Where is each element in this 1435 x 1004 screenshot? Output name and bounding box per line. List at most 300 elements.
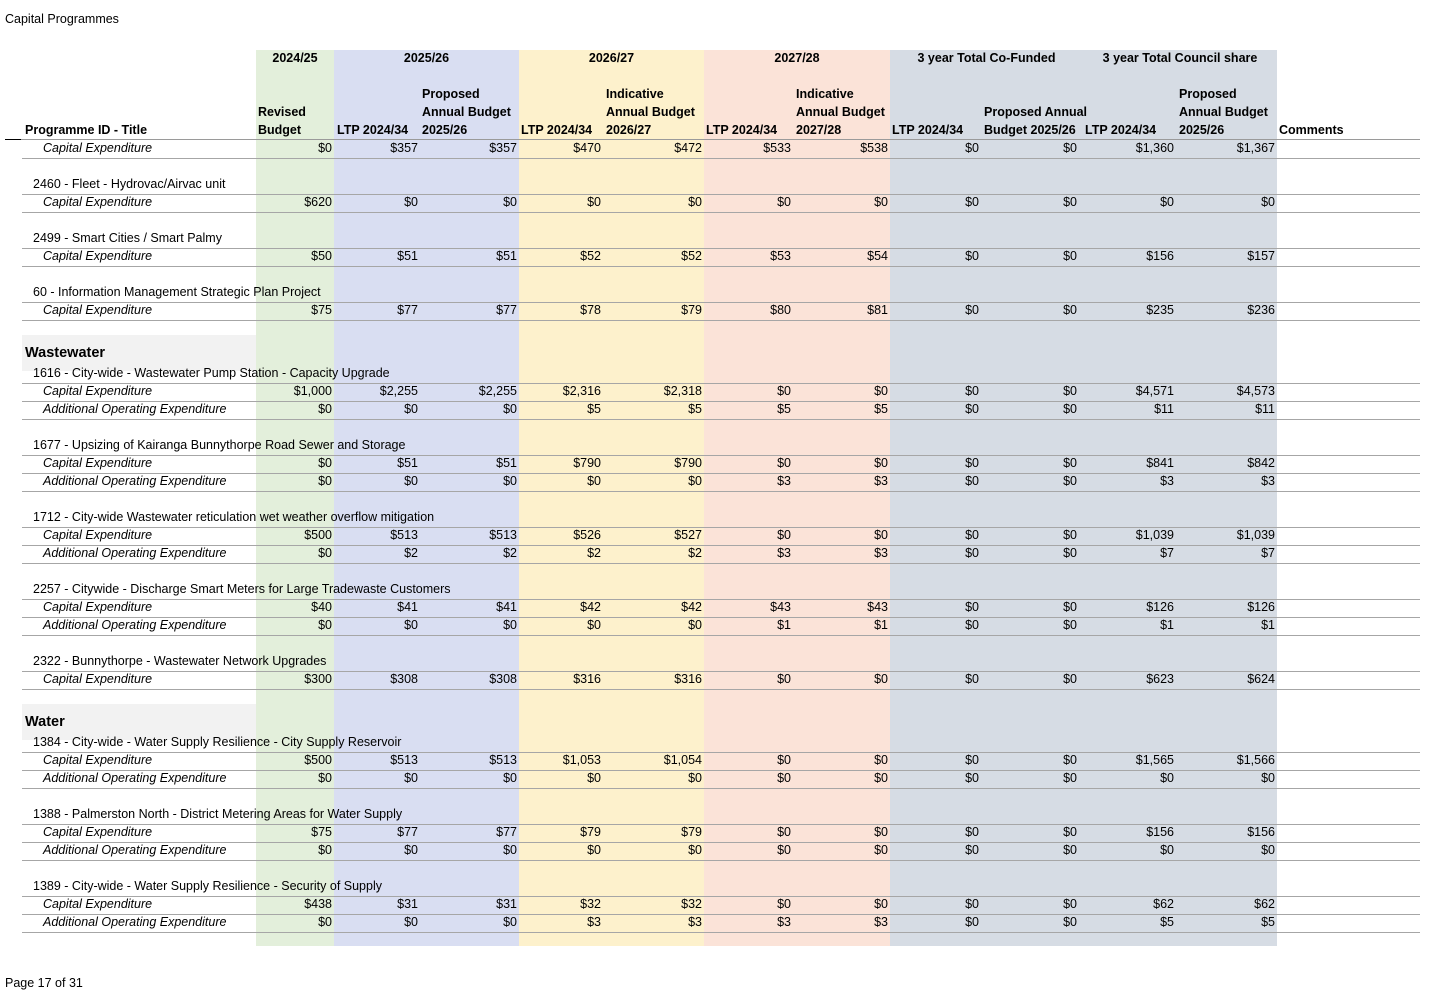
table-row xyxy=(22,383,1420,402)
cell-value: $41 xyxy=(496,600,517,614)
cell-value: $0 xyxy=(777,384,791,398)
cell-value: $0 xyxy=(404,474,418,488)
cell-value: $790 xyxy=(674,456,702,470)
cell-value: $0 xyxy=(1063,618,1077,632)
cell-value: $0 xyxy=(1261,843,1275,857)
cell-value: $0 xyxy=(318,915,332,929)
cell-value: $3 xyxy=(777,474,791,488)
table-row xyxy=(22,617,1420,636)
cell-value: $0 xyxy=(1063,474,1077,488)
cell-value: $0 xyxy=(965,249,979,263)
cell-value: $78 xyxy=(580,303,601,317)
column-header: Proposed xyxy=(422,87,480,101)
cell-value: $51 xyxy=(496,249,517,263)
cell-value: $1 xyxy=(777,618,791,632)
cell-value: $0 xyxy=(777,771,791,785)
cell-value: $308 xyxy=(390,672,418,686)
cell-value: $2,318 xyxy=(663,384,702,398)
row-label: Capital Expenditure xyxy=(43,753,153,767)
cell-value: $0 xyxy=(874,672,888,686)
cell-value: $62 xyxy=(1254,897,1275,911)
cell-value: $0 xyxy=(874,456,888,470)
cell-value: $0 xyxy=(503,474,517,488)
column-header: 2025/26 xyxy=(1179,123,1225,137)
column-header: Indicative xyxy=(606,87,664,101)
cell-value: $77 xyxy=(496,825,517,839)
programme-title: 1384 - City-wide - Water Supply Resilience - City Supply Reservoir xyxy=(33,735,402,749)
cell-value: $1,000 xyxy=(293,384,332,398)
table-row xyxy=(22,194,1420,213)
cell-value: $357 xyxy=(489,141,517,155)
cell-value: $438 xyxy=(304,897,332,911)
cell-value: $0 xyxy=(1160,843,1174,857)
cell-value: $156 xyxy=(1146,249,1174,263)
cell-value: $842 xyxy=(1247,456,1275,470)
cell-value: $0 xyxy=(874,843,888,857)
cell-value: $1 xyxy=(874,618,888,632)
column-header: Proposed xyxy=(1179,87,1237,101)
cell-value: $53 xyxy=(770,249,791,263)
cell-value: $0 xyxy=(688,618,702,632)
table-row xyxy=(22,248,1420,267)
table-row xyxy=(22,455,1420,474)
cell-value: $4,573 xyxy=(1236,384,1275,398)
cell-value: $0 xyxy=(1063,546,1077,560)
cell-value: $0 xyxy=(318,771,332,785)
cell-value: $52 xyxy=(580,249,601,263)
cell-value: $3 xyxy=(1261,474,1275,488)
cell-value: $0 xyxy=(688,843,702,857)
section-title: Water xyxy=(25,714,65,730)
programme-row xyxy=(22,734,1420,753)
cell-value: $0 xyxy=(777,528,791,542)
cell-value: $316 xyxy=(573,672,601,686)
cell-value: $81 xyxy=(867,303,888,317)
programme-header: Programme ID - Title xyxy=(25,123,148,137)
cell-value: $0 xyxy=(404,402,418,416)
cell-value: $0 xyxy=(874,771,888,785)
cell-value: $0 xyxy=(965,456,979,470)
cell-value: $0 xyxy=(1063,843,1077,857)
cell-value: $538 xyxy=(860,141,888,155)
row-label: Additional Operating Expenditure xyxy=(43,915,227,929)
row-label: Capital Expenditure xyxy=(43,141,153,155)
cell-value: $79 xyxy=(681,303,702,317)
cell-value: $300 xyxy=(304,672,332,686)
cell-value: $51 xyxy=(496,456,517,470)
cell-value: $0 xyxy=(1063,600,1077,614)
cell-value: $0 xyxy=(404,771,418,785)
row-label: Capital Expenditure xyxy=(43,384,153,398)
cell-value: $0 xyxy=(777,825,791,839)
cell-value: $42 xyxy=(580,600,601,614)
cell-value: $0 xyxy=(1063,402,1077,416)
cell-value: $0 xyxy=(587,195,601,209)
row-label: Capital Expenditure xyxy=(43,672,153,686)
cell-value: $2,255 xyxy=(379,384,418,398)
programme-row xyxy=(22,806,1420,825)
cell-value: $0 xyxy=(318,843,332,857)
programme-title: 2460 - Fleet - Hydrovac/Airvac unit xyxy=(33,177,226,191)
cell-value: $2 xyxy=(587,546,601,560)
cell-value: $0 xyxy=(1063,384,1077,398)
cell-value: $0 xyxy=(777,456,791,470)
cell-value: $0 xyxy=(965,618,979,632)
column-header: Indicative xyxy=(796,87,854,101)
year-header-2026-27: 2026/27 xyxy=(588,51,635,65)
cell-value: $0 xyxy=(688,771,702,785)
row-label: Capital Expenditure xyxy=(43,528,153,542)
cell-value: $533 xyxy=(763,141,791,155)
table-row xyxy=(22,599,1420,618)
row-label: Additional Operating Expenditure xyxy=(43,546,227,560)
cell-value: $0 xyxy=(1063,249,1077,263)
column-header: LTP 2024/34 xyxy=(337,123,409,137)
programme-row xyxy=(22,878,1420,897)
cell-value: $1,565 xyxy=(1135,753,1174,767)
column-header: Annual Budget xyxy=(422,105,511,119)
cell-value: $0 xyxy=(1063,753,1077,767)
cell-value: $3 xyxy=(874,915,888,929)
cell-value: $790 xyxy=(573,456,601,470)
cell-value: $0 xyxy=(1063,456,1077,470)
cell-value: $0 xyxy=(777,843,791,857)
row-label: Capital Expenditure xyxy=(43,249,153,263)
table-row xyxy=(22,824,1420,843)
cell-value: $5 xyxy=(688,402,702,416)
year-header-council-share: 3 year Total Council share xyxy=(1102,51,1258,65)
column-header: Budget 2025/26 xyxy=(984,123,1076,137)
cell-value: $77 xyxy=(397,825,418,839)
cell-value: $0 xyxy=(1063,528,1077,542)
table-row xyxy=(22,770,1420,789)
cell-value: $0 xyxy=(1160,195,1174,209)
cell-value: $0 xyxy=(965,195,979,209)
cell-value: $0 xyxy=(1063,897,1077,911)
cell-value: $11 xyxy=(1154,402,1174,416)
cell-value: $126 xyxy=(1146,600,1174,614)
row-label: Capital Expenditure xyxy=(43,303,153,317)
column-header: LTP 2024/34 xyxy=(706,123,778,137)
cell-value: $5 xyxy=(1261,915,1275,929)
row-label: Additional Operating Expenditure xyxy=(43,618,227,632)
comments-header: Comments xyxy=(1279,123,1344,137)
cell-value: $0 xyxy=(965,402,979,416)
cell-value: $62 xyxy=(1153,897,1174,911)
cell-value: $500 xyxy=(304,753,332,767)
table-row xyxy=(22,752,1420,771)
programme-title: 60 - Information Management Strategic Plan Project xyxy=(33,285,321,299)
row-label: Capital Expenditure xyxy=(43,456,153,470)
cell-value: $0 xyxy=(965,528,979,542)
cell-value: $41 xyxy=(397,600,418,614)
column-header: LTP 2024/34 xyxy=(892,123,964,137)
cell-value: $126 xyxy=(1247,600,1275,614)
cell-value: $0 xyxy=(318,402,332,416)
cell-value: $624 xyxy=(1247,672,1275,686)
cell-value: $5 xyxy=(777,402,791,416)
column-header: 2027/28 xyxy=(796,123,842,137)
cell-value: $79 xyxy=(580,825,601,839)
page-footer: Page 17 of 31 xyxy=(5,976,83,990)
row-label: Additional Operating Expenditure xyxy=(43,771,227,785)
cell-value: $40 xyxy=(311,600,332,614)
cell-value: $357 xyxy=(390,141,418,155)
programme-row xyxy=(22,284,1420,303)
row-label: Additional Operating Expenditure xyxy=(43,474,227,488)
cell-value: $75 xyxy=(311,303,332,317)
table-row xyxy=(22,896,1420,915)
column-header: LTP 2024/34 xyxy=(1085,123,1157,137)
column-header: Annual Budget xyxy=(796,105,885,119)
cell-value: $77 xyxy=(496,303,517,317)
cell-value: $0 xyxy=(1063,825,1077,839)
column-header: 2026/27 xyxy=(606,123,652,137)
cell-value: $0 xyxy=(404,195,418,209)
cell-value: $0 xyxy=(965,141,979,155)
cell-value: $80 xyxy=(770,303,791,317)
cell-value: $0 xyxy=(965,303,979,317)
cell-value: $2 xyxy=(404,546,418,560)
cell-value: $0 xyxy=(965,843,979,857)
year-header-2025-26: 2025/26 xyxy=(403,51,450,65)
cell-value: $0 xyxy=(777,195,791,209)
cell-value: $32 xyxy=(580,897,601,911)
cell-value: $513 xyxy=(489,753,517,767)
cell-value: $0 xyxy=(874,384,888,398)
cell-value: $43 xyxy=(770,600,791,614)
cell-value: $0 xyxy=(587,771,601,785)
cell-value: $2 xyxy=(503,546,517,560)
cell-value: $0 xyxy=(965,771,979,785)
cell-value: $235 xyxy=(1146,303,1174,317)
cell-value: $11 xyxy=(1255,402,1275,416)
year-header-co-funded: 3 year Total Co-Funded xyxy=(917,51,1056,65)
cell-value: $51 xyxy=(397,249,418,263)
year-header-2024-25: 2024/25 xyxy=(272,51,318,65)
cell-value: $3 xyxy=(688,915,702,929)
cell-value: $2,316 xyxy=(562,384,601,398)
cell-value: $308 xyxy=(489,672,517,686)
cell-value: $0 xyxy=(965,897,979,911)
cell-value: $54 xyxy=(867,249,888,263)
cell-value: $1 xyxy=(1160,618,1174,632)
cell-value: $0 xyxy=(965,474,979,488)
table-row xyxy=(22,140,1420,159)
cell-value: $0 xyxy=(503,843,517,857)
programme-title: 1712 - City-wide Wastewater reticulation wet weather overflow mitigation xyxy=(33,510,435,524)
cell-value: $0 xyxy=(587,474,601,488)
cell-value: $0 xyxy=(874,825,888,839)
cell-value: $513 xyxy=(390,528,418,542)
cell-value: $513 xyxy=(489,528,517,542)
cell-value: $0 xyxy=(503,195,517,209)
cell-value: $7 xyxy=(1261,546,1275,560)
cell-value: $0 xyxy=(404,915,418,929)
section-title: Wastewater xyxy=(25,345,106,361)
cell-value: $31 xyxy=(397,897,418,911)
cell-value: $0 xyxy=(874,195,888,209)
cell-value: $236 xyxy=(1247,303,1275,317)
cell-value: $0 xyxy=(777,897,791,911)
table-row xyxy=(22,545,1420,564)
cell-value: $1,360 xyxy=(1135,141,1174,155)
programme-row xyxy=(22,653,1420,672)
cell-value: $620 xyxy=(304,195,332,209)
cell-value: $0 xyxy=(404,843,418,857)
cell-value: $1,039 xyxy=(1135,528,1174,542)
programme-title: 1389 - City-wide - Water Supply Resilience - Security of Supply xyxy=(33,879,382,893)
cell-value: $3 xyxy=(587,915,601,929)
row-label: Additional Operating Expenditure xyxy=(43,843,227,857)
cell-value: $0 xyxy=(1063,195,1077,209)
programme-title: 1677 - Upsizing of Kairanga Bunnythorpe Road Sewer and Storage xyxy=(33,438,406,452)
programme-title: 2499 - Smart Cities / Smart Palmy xyxy=(33,231,222,245)
cell-value: $157 xyxy=(1247,249,1275,263)
column-header: Revised xyxy=(258,105,306,119)
cell-value: $0 xyxy=(777,753,791,767)
cell-value: $42 xyxy=(681,600,702,614)
column-header: Annual Budget xyxy=(606,105,695,119)
table-row xyxy=(22,401,1420,420)
cell-value: $5 xyxy=(587,402,601,416)
row-label: Capital Expenditure xyxy=(43,897,153,911)
cell-value: $75 xyxy=(311,825,332,839)
cell-value: $0 xyxy=(1063,672,1077,686)
cell-value: $527 xyxy=(674,528,702,542)
cell-value: $1,053 xyxy=(562,753,601,767)
cell-value: $3 xyxy=(777,915,791,929)
programme-title: 1388 - Palmerston North - District Metering Areas for Water Supply xyxy=(33,807,403,821)
cell-value: $0 xyxy=(1063,915,1077,929)
cell-value: $470 xyxy=(573,141,601,155)
cell-value: $5 xyxy=(1160,915,1174,929)
cell-value: $0 xyxy=(965,546,979,560)
cell-value: $0 xyxy=(1063,303,1077,317)
cell-value: $0 xyxy=(1160,771,1174,785)
column-header: 2025/26 xyxy=(422,123,468,137)
cell-value: $43 xyxy=(867,600,888,614)
row-label: Capital Expenditure xyxy=(43,600,153,614)
column-header: Proposed Annual xyxy=(984,105,1088,119)
cell-value: $0 xyxy=(503,771,517,785)
cell-value: $156 xyxy=(1146,825,1174,839)
cell-value: $0 xyxy=(503,618,517,632)
cell-value: $0 xyxy=(587,618,601,632)
cell-value: $500 xyxy=(304,528,332,542)
row-label: Capital Expenditure xyxy=(43,195,153,209)
cell-value: $526 xyxy=(573,528,601,542)
cell-value: $32 xyxy=(681,897,702,911)
column-header: Budget xyxy=(258,123,302,137)
cell-value: $841 xyxy=(1146,456,1174,470)
cell-value: $1,039 xyxy=(1236,528,1275,542)
cell-value: $0 xyxy=(318,618,332,632)
cell-value: $1,367 xyxy=(1236,141,1275,155)
cell-value: $0 xyxy=(1261,771,1275,785)
cell-value: $1,054 xyxy=(663,753,702,767)
cell-value: $51 xyxy=(397,456,418,470)
table-row xyxy=(22,473,1420,492)
cell-value: $472 xyxy=(674,141,702,155)
cell-value: $0 xyxy=(777,672,791,686)
cell-value: $0 xyxy=(318,546,332,560)
cell-value: $0 xyxy=(874,897,888,911)
cell-value: $1,566 xyxy=(1236,753,1275,767)
cell-value: $0 xyxy=(965,672,979,686)
cell-value: $79 xyxy=(681,825,702,839)
column-header: LTP 2024/34 xyxy=(521,123,593,137)
programme-title: 1616 - City-wide - Wastewater Pump Station - Capacity Upgrade xyxy=(33,366,390,380)
cell-value: $5 xyxy=(874,402,888,416)
cell-value: $52 xyxy=(681,249,702,263)
cell-value: $0 xyxy=(318,141,332,155)
column-header: Annual Budget xyxy=(1179,105,1268,119)
programme-row xyxy=(22,509,1420,528)
cell-value: $3 xyxy=(777,546,791,560)
row-label: Capital Expenditure xyxy=(43,825,153,839)
year-header-2027-28: 2027/28 xyxy=(774,51,820,65)
cell-value: $0 xyxy=(1063,771,1077,785)
table-row xyxy=(22,671,1420,690)
cell-value: $0 xyxy=(965,753,979,767)
programme-row xyxy=(22,365,1420,384)
table-row xyxy=(22,302,1420,321)
cell-value: $7 xyxy=(1160,546,1174,560)
cell-value: $0 xyxy=(965,825,979,839)
cell-value: $77 xyxy=(397,303,418,317)
row-label: Additional Operating Expenditure xyxy=(43,402,227,416)
cell-value: $2,255 xyxy=(478,384,517,398)
cell-value: $0 xyxy=(965,600,979,614)
cell-value: $3 xyxy=(874,474,888,488)
cell-value: $3 xyxy=(1160,474,1174,488)
table-row xyxy=(22,527,1420,546)
programme-row xyxy=(22,581,1420,600)
cell-value: $31 xyxy=(496,897,517,911)
cell-value: $3 xyxy=(874,546,888,560)
cell-value: $623 xyxy=(1146,672,1174,686)
cell-value: $0 xyxy=(1261,195,1275,209)
page-title: Capital Programmes xyxy=(5,12,119,26)
cell-value: $50 xyxy=(311,249,332,263)
cell-value: $0 xyxy=(688,195,702,209)
cell-value: $0 xyxy=(318,456,332,470)
programme-title: 2257 - Citywide - Discharge Smart Meters for Large Tradewaste Customers xyxy=(33,582,451,596)
programme-row xyxy=(22,230,1420,249)
programme-row xyxy=(22,176,1420,195)
cell-value: $4,571 xyxy=(1135,384,1174,398)
cell-value: $0 xyxy=(965,915,979,929)
cell-value: $2 xyxy=(688,546,702,560)
table-row xyxy=(22,842,1420,861)
programme-row xyxy=(22,437,1420,456)
cell-value: $0 xyxy=(965,384,979,398)
table-row xyxy=(22,914,1420,933)
cell-value: $0 xyxy=(1063,141,1077,155)
cell-value: $0 xyxy=(404,618,418,632)
cell-value: $0 xyxy=(874,528,888,542)
header-tick xyxy=(5,139,21,140)
programme-title: 2322 - Bunnythorpe - Wastewater Network Upgrades xyxy=(33,654,327,668)
cell-value: $0 xyxy=(688,474,702,488)
cell-value: $316 xyxy=(674,672,702,686)
cell-value: $156 xyxy=(1247,825,1275,839)
cell-value: $1 xyxy=(1261,618,1275,632)
cell-value: $513 xyxy=(390,753,418,767)
cell-value: $0 xyxy=(587,843,601,857)
cell-value: $0 xyxy=(503,402,517,416)
